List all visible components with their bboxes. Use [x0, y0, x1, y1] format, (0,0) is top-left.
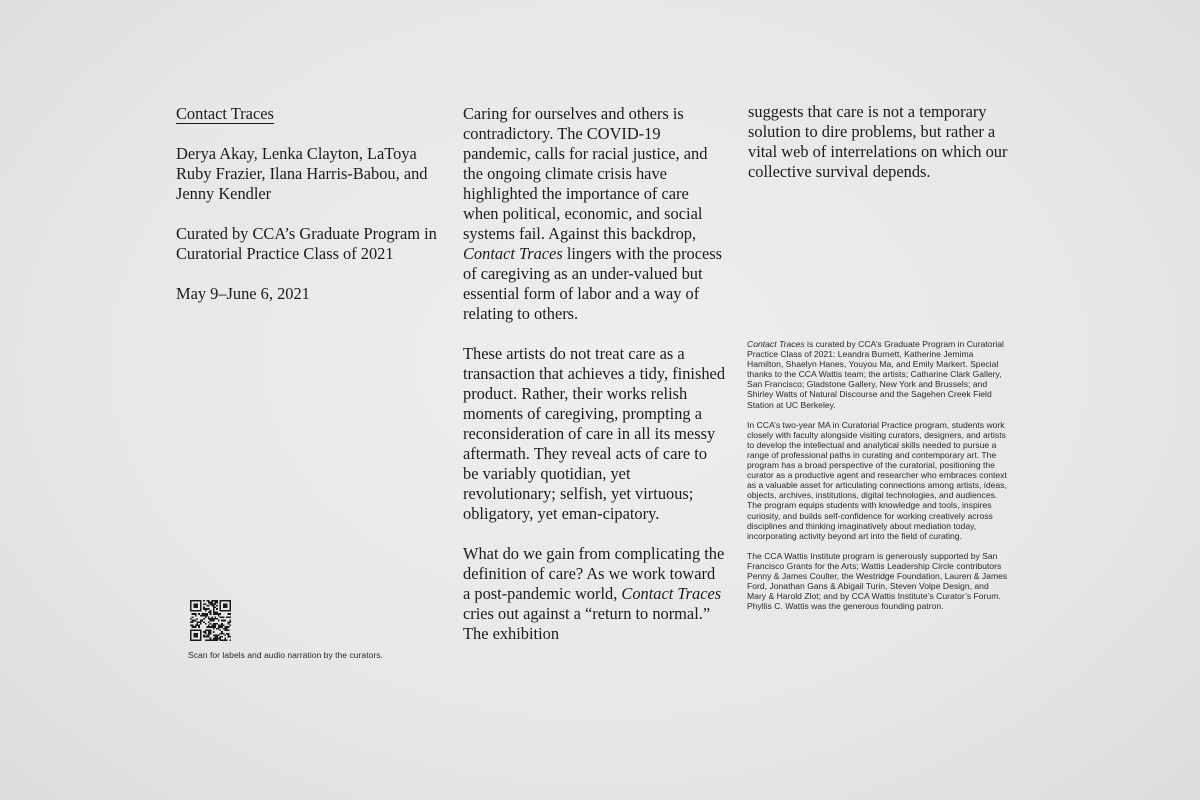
- credits-paragraph-2: In CCA’s two-year MA in Curatorial Practice program, students work closely with faculty alongside visiting curators, designers, and artists to develop the intellectual and analytical skills needed to pursue a range of professional paths in curating and contemporary art. The program has a broad perspective of the curatorial, positioning the curator as a productive agent and researcher who embraces context as a valuable asset for articulating connections among artists, ideas, objects, archives, institutions, digital technologies, and audiences. The program equips students with knowledge and tools, inspires curiosity, and builds self-confidence for working creatively across disciplines and thinking imaginatively about mediation today, incorporating activity beyond art into the field of curating.: [747, 419, 1007, 541]
- credits-paragraph-3: The CCA Wattis Institute program is generously supported by San Francisco Grants for the Arts; Wattis Leadership Circle contributors Penny & James Coulter, the Westridge Foundation, Lauren & James Ford, Jonathan Gans & Abigail Turin, Steven Volpe Design, and Mary & Harold Zlot; and by CCA Wattis Institute’s Curator’s Forum. Phyllis C. Wattis was the generous founding patron.: [747, 550, 1008, 612]
- exhibition-title-italic: Contact Traces: [463, 244, 563, 263]
- artist-list: Derya Akay, Lenka Clayton, LaToya Ruby Frazier, Ilana Harris-Babou, and Jenny Kendler: [176, 144, 428, 203]
- exhibition-title-italic: Contact Traces: [621, 584, 722, 603]
- qr-code-icon[interactable]: [190, 600, 231, 641]
- curated-by: Curated by CCA’s Graduate Program in Curatorial Practice Class of 2021: [176, 224, 437, 263]
- credits-paragraph-1: Contact Traces is curated by CCA’s Graduate Program in Curatorial Practice Class of 2021: Leandra Burnett, Katherine Jemima Hamilton, Shaelyn Hanes, Youyou Ma, and Emily Markert. Special thanks to the CCA Wattis team; the artists; Catharine Clark Gallery, San Francisco; Gladstone Gallery, New York and Brussels; and Shirley Watts of Natural Discourse and the Sagehen Creek Field Station at UC Berkeley.: [747, 339, 1004, 410]
- exhibition-dates: May 9–June 6, 2021: [176, 284, 310, 303]
- essay-paragraph-3: What do we gain from complicating the definition of care? As we work toward a post-pandemic world, Contact Traces cries out against a “return to normal.” The exhibition: [463, 544, 725, 643]
- credits-column: [747, 339, 1009, 611]
- essay-paragraph-3-continued: suggests that care is not a temporary solution to dire problems, but rather a vital web of interrelations on which our collective survival depends.: [748, 102, 1008, 181]
- essay-paragraph-1: Caring for ourselves and others is contradictory. The COVID-19 pandemic, calls for racial justice, and the ongoing climate crisis have highlighted the importance of care when political, economic, and social systems fail. Against this backdrop, Contact Traces lingers with the process of caregiving as an under-valued but essential form of labor and a way of relating to others.: [463, 104, 723, 323]
- exhibition-info-column: [176, 104, 438, 304]
- qr-caption: Scan for labels and audio narration by the curators.: [188, 650, 383, 660]
- essay-column: [463, 104, 725, 644]
- exhibition-title: Contact Traces: [176, 104, 274, 123]
- essay-column-continued: [748, 102, 1010, 182]
- essay-paragraph-2: These artists do not treat care as a transaction that achieves a tidy, finished product. Rather, their works relish moments of caregiving, prompting a reconsideration of care in all its messy aftermath. They reveal acts of care to be variably quotidian, yet revolutionary; selfish, yet virtuous; obligatory, yet eman-cipatory.: [463, 344, 726, 523]
- exhibition-title-italic: Contact Traces: [747, 339, 805, 349]
